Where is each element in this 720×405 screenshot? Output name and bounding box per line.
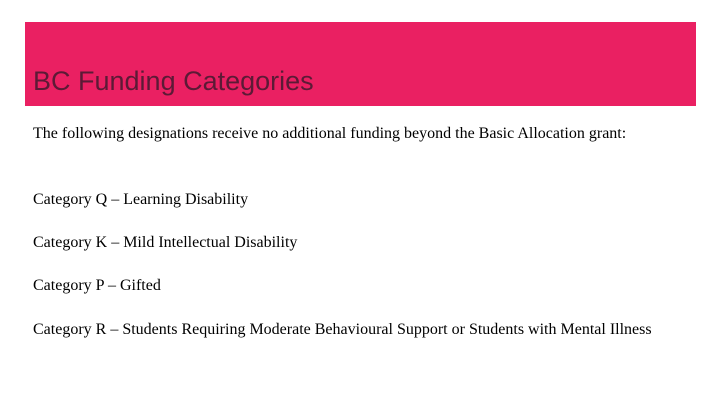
category-r-item (33, 319, 693, 341)
category-q-label: Category Q (33, 191, 108, 208)
category-k-label: Category K (33, 234, 108, 251)
intro-text: The following designations receive no additional funding beyond the Basic Allocation grant: (33, 125, 627, 142)
category-k-separator: – (107, 234, 124, 251)
category-r-separator: – (106, 321, 123, 338)
category-p-description: Gifted (119, 277, 161, 294)
category-k-description: Mild Intellectual Disability (123, 234, 298, 251)
category-q-separator: – (107, 191, 124, 208)
category-p-label: Category P (33, 277, 104, 294)
slide-title: BC Funding Categories (33, 66, 314, 96)
category-q-description: Learning Disability (123, 191, 249, 208)
category-k-item (33, 232, 693, 254)
category-r-label: Category R (33, 321, 107, 338)
category-r-description: Students Requiring Moderate Behavioural Support or Students with Mental Illness (122, 321, 652, 338)
slide-body (33, 123, 693, 338)
title-band (25, 22, 696, 106)
category-p-separator: – (103, 277, 120, 294)
category-q-item (33, 189, 693, 211)
category-p-item (33, 275, 693, 297)
